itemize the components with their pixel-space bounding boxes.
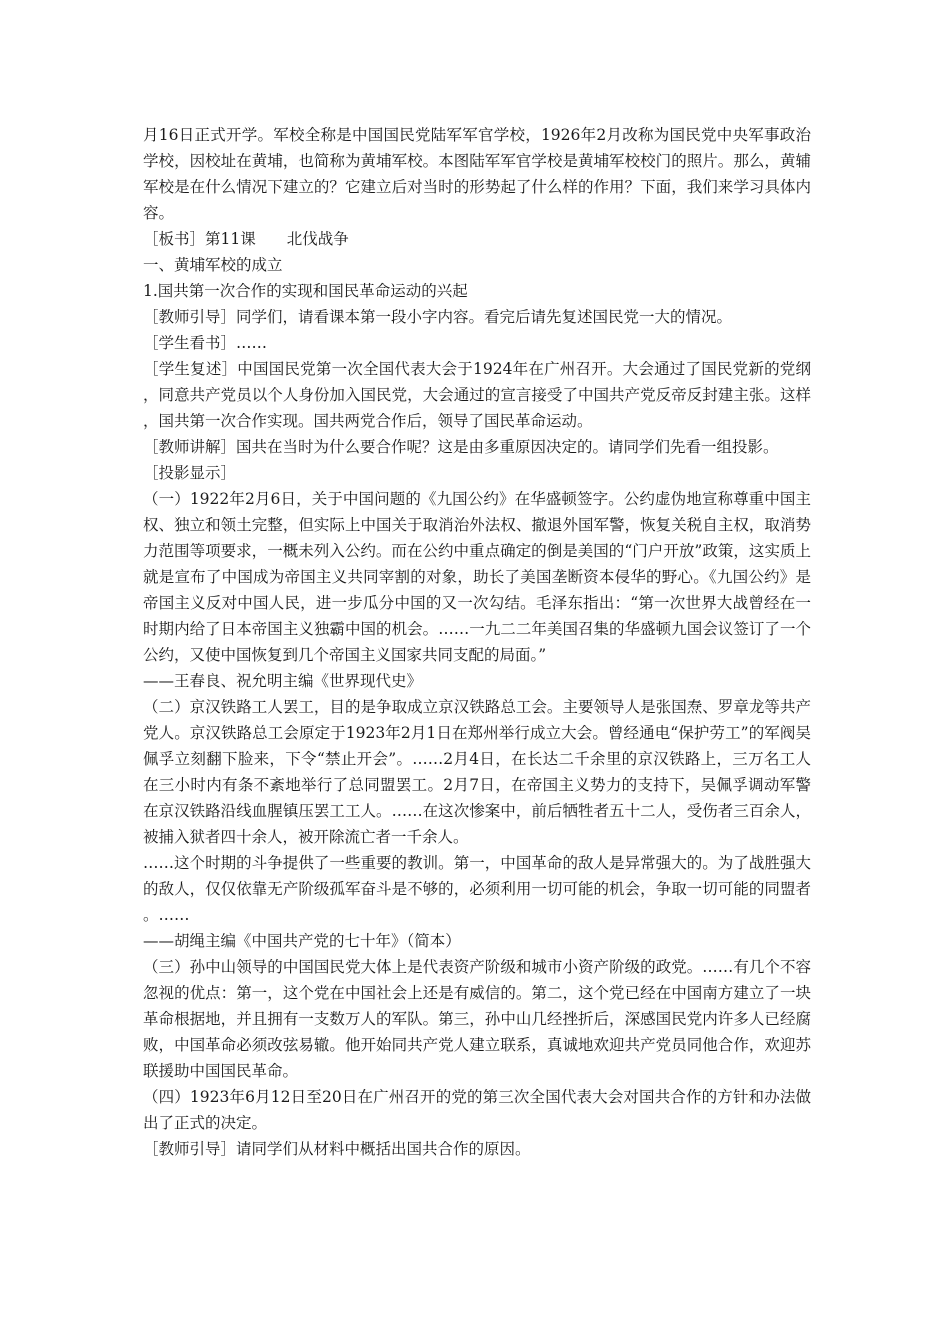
paragraph-material-one: （一）1922年2月6日，关于中国问题的《九国公约》在华盛顿签字。公约虚伪地宣称尊重中国主权、独立和领土完整，但实际上中国关于取消治外法权、撤退外国军警，恢复关税自主权，取消势力范围等项要求，一概未列入公约。而在公约中重点确定的倒是美国的“门户开放”政策，这实质上就是宣布了中国成为帝国主义共同宰割的对象，助长了美国垄断资本侵华的野心。《九国公约》是帝国主义反对中国人民，进一步瓜分中国的又一次勾结。毛泽东指出：“第一次世界大战曾经在一时期内给了日本帝国主义独霸中国的机会。……一九二二年美国召集的华盛顿九国会议签订了一个公约，又使中国恢复到几个帝国主义国家共同支配的局面。” [143, 490, 811, 664]
paragraph-teacher-guide-final: ［教师引导］请同学们从材料中概括出国共合作的原因。 [143, 1140, 531, 1158]
paragraph-material-three: （三）孙中山领导的中国国民党大体上是代表资产阶级和城市小资产阶级的政党。……有几个不容忽视的优点：第一，这个党在中国社会上还是有威信的。第二，这个党已经在中国南方建立了一块革命根据地，并且拥有一支数万人的军队。第三，孙中山几经挫折后，深感国民党内许多人已经腐败，中国革命必须改弦易辙。他开始同共产党人建立联系，真诚地欢迎共产党员同他合作，欢迎苏联援助中国国民革命。 [143, 958, 811, 1080]
paragraph-projection-label: ［投影显示］ [143, 464, 237, 482]
document-body [143, 122, 811, 1162]
source-citation-two: ——胡绳主编《中国共产党的七十年》（简本） [143, 932, 461, 950]
paragraph-teacher-explain: ［教师讲解］国共在当时为什么要合作呢？这是由多重原因决定的。请同学们先看一组投影。 [143, 438, 779, 456]
paragraph-student-retell: ［学生复述］中国国民党第一次全国代表大会于1924年在广州召开。大会通过了国民党新的党纲，同意共产党员以个人身份加入国民党，大会通过的宣言接受了中国共产党反帝反封建主张。这样，国共第一次合作实现。国共两党合作后，领导了国民革命运动。 [143, 360, 811, 430]
section-heading: 一、黄埔军校的成立 [143, 256, 283, 274]
paragraph-intro: 月16日正式开学。军校全称是中国国民党陆军军官学校，1926年2月改称为国民党中央军事政治学校，因校址在黄埔，也简称为黄埔军校。本图陆军军官学校是黄埔军校校门的照片。那么，黄辅军校是在什么情况下建立的？它建立后对当时的形势起了什么样的作用？下面，我们来学习具体内容。 [143, 126, 811, 222]
paragraph-student-reading: ［学生看书］…… [143, 334, 268, 352]
paragraph-material-two: （二）京汉铁路工人罢工，目的是争取成立京汉铁路总工会。主要领导人是张国焘、罗章龙等共产党人。京汉铁路总工会原定于1923年2月1日在郑州举行成立大会。曾经通电“保护劳工”的军阀吴佩孚立刻翻下脸来，下令“禁止开会”。……2月4日，在长达二千余里的京汉铁路上，三万名工人在三小时内有条不紊地举行了总同盟罢工。2月7日，在帝国主义势力的支持下，吴佩孚调动军警在京汉铁路沿线血腥镇压罢工工人。……在这次惨案中，前后牺牲者五十二人，受伤者三百余人，被捕入狱者四十余人，被开除流亡者一千余人。 [143, 698, 811, 846]
paragraph-teacher-guide: ［教师引导］同学们，请看课本第一段小字内容。看完后请先复述国民党一大的情况。 [143, 308, 733, 326]
paragraph-material-two-lesson: ……这个时期的斗争提供了一些重要的教训。第一，中国革命的敌人是异常强大的。为了战胜强大的敌人，仅仅依靠无产阶级孤军奋斗是不够的，必须利用一切可能的机会，争取一切可能的同盟者。…… [143, 854, 811, 924]
paragraph-blackboard-title: ［板书］第11课 北伐战争 [143, 230, 349, 248]
paragraph-material-four: （四）1923年6月12日至20日在广州召开的党的第三次全国代表大会对国共合作的方针和办法做出了正式的决定。 [143, 1088, 811, 1132]
subsection-heading: 1.国共第一次合作的实现和国民革命运动的兴起 [143, 282, 468, 300]
source-citation-one: ——王春良、祝允明主编《世界现代史》 [143, 672, 423, 690]
